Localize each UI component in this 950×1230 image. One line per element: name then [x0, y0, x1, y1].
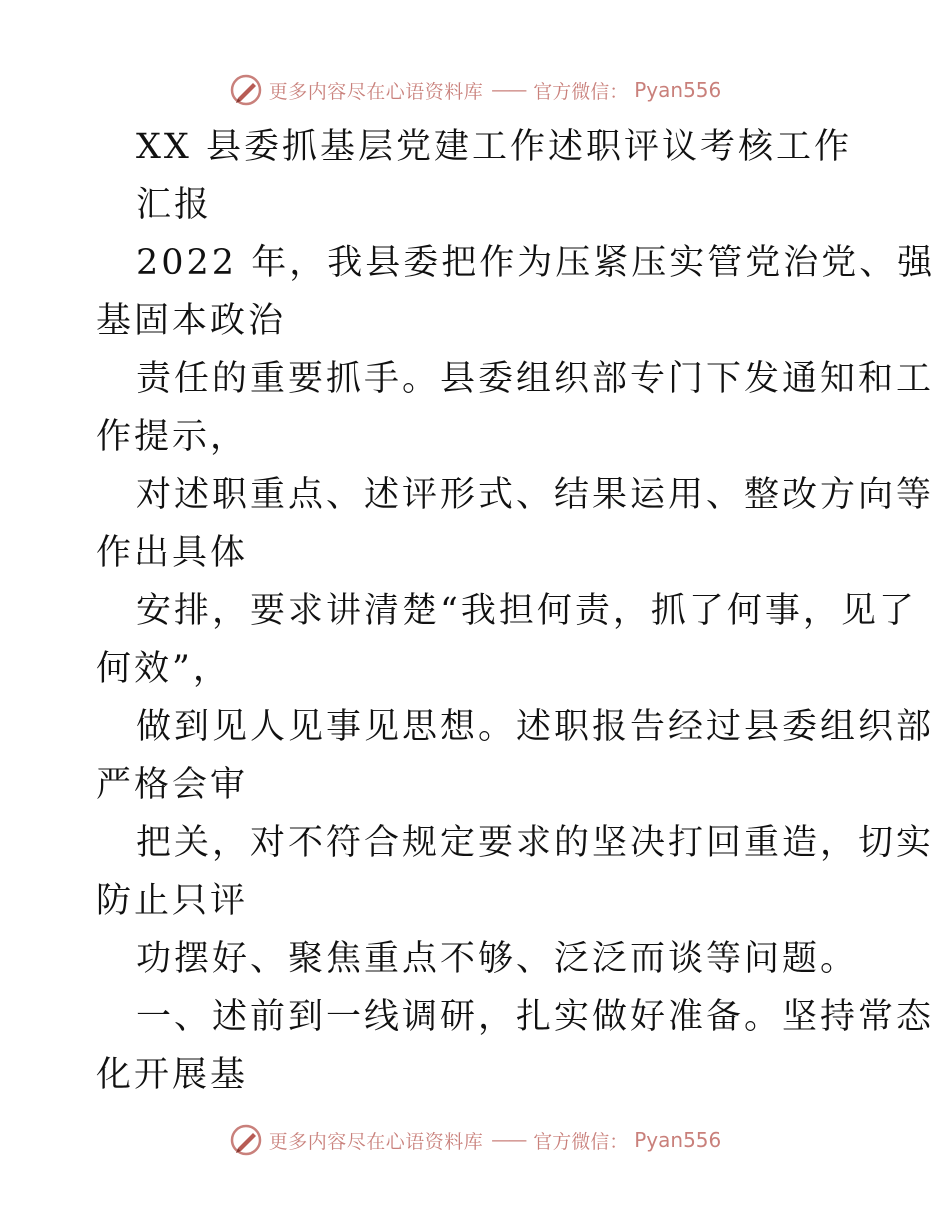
paragraph-line: 把关，对不符合规定要求的坚决打回重造，切实 [136, 823, 935, 863]
paragraph-line: 作出具体 [96, 533, 249, 573]
paragraph-line: 基固本政治 [96, 301, 287, 341]
paragraph-line: 作提示， [96, 417, 249, 457]
document-title-line-1: XX 县委抓基层党建工作述职评议考核工作 [136, 127, 852, 167]
paragraph-line: 防止只评 [96, 881, 249, 921]
watermark-official-label: 官方微信： [533, 1130, 629, 1153]
paragraph-line: 功摆好、聚焦重点不够、泛泛而谈等问题。 [136, 939, 859, 979]
paragraph-line: 一、述前到一线调研，扎实做好准备。坚持常态 [136, 997, 935, 1037]
watermark-header [0, 68, 950, 112]
watermark-official-label: 官方微信： [533, 80, 629, 103]
watermark-brand: 更多内容尽在心语资料库 [268, 80, 484, 103]
document-body [96, 118, 936, 1104]
paragraph-line: 安排，要求讲清楚“我担何责，抓了何事，见了 [136, 591, 917, 631]
watermark-wechat-id: Pyan556 [634, 78, 722, 102]
pen-logo-icon [229, 1123, 263, 1157]
paragraph-line: 2022 年，我县委把作为压紧压实管党治党、强 [136, 243, 936, 283]
watermark-brand: 更多内容尽在心语资料库 [268, 1130, 484, 1153]
paragraph-line: 化开展基 [96, 1055, 249, 1095]
watermark-wechat-id: Pyan556 [634, 1128, 722, 1152]
watermark-footer [0, 1118, 950, 1162]
paragraph-line: 责任的重要抓手。县委组织部专门下发通知和工 [136, 359, 935, 399]
watermark-dash: —— [491, 79, 526, 101]
pen-logo-icon [229, 73, 263, 107]
paragraph-line: 何效”， [96, 649, 231, 689]
document-title-line-2: 汇报 [136, 185, 213, 225]
paragraph-line: 严格会审 [96, 765, 249, 805]
paragraph-line: 对述职重点、述评形式、结果运用、整改方向等 [136, 475, 935, 515]
watermark-dash: —— [491, 1129, 526, 1151]
paragraph-line: 做到见人见事见思想。述职报告经过县委组织部 [136, 707, 935, 747]
